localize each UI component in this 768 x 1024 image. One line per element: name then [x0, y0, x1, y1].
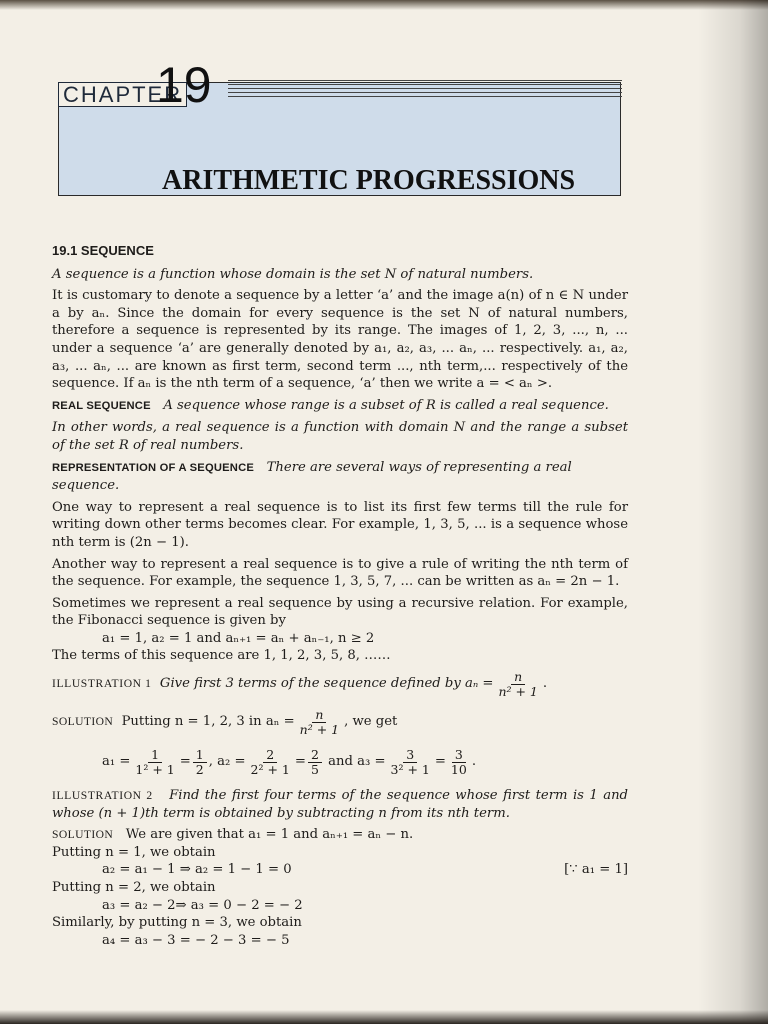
equation-a2 [52, 861, 628, 879]
fraction-denominator: n² + 1 [299, 721, 340, 737]
putting-n-2: Putting n = 2, we obtain [52, 880, 216, 896]
solution-text: We are given that a₁ = 1 and aₙ₊₁ = aₙ − n. [125, 827, 414, 843]
illustration-1-fraction [495, 670, 540, 699]
illustration-2-question [52, 787, 628, 822]
equals-sign: = [434, 754, 446, 770]
representation-line [52, 459, 628, 495]
fraction-numerator: 2 [263, 748, 277, 763]
fraction-numerator: 2 [308, 748, 322, 763]
because-note: [∵ a₁ = 1] [564, 862, 628, 878]
fraction-denominator: 1² + 1 [135, 761, 175, 777]
illustration-2-label: ILLUSTRATION 2 [52, 789, 153, 803]
sequence-paragraph: It is customary to denote a sequence by a letter ‘a’ and the image a(n) of n ∈ N under a by aₙ. Since the domain for every sequence is the set N of natural numbers, therefore a sequence is represented by its range. The images of 1, 2, 3, ..., n, ... under a sequence ‘a’ are generally denoted by a₁, a₂, a₃, ... aₙ, ... respectively. a₁, a₂, a₃, ... aₙ, ... are known as first term, second term ..., nth term,... respectively of the sequence. If aₙ is the nth term of a sequence, ‘a’ then we write a = < aₙ >. [52, 288, 628, 392]
sequence-definition: A sequence is a function whose domain is the set N of natural numbers. [52, 266, 534, 282]
fraction-numerator: n [511, 670, 525, 685]
solution-text-end: , we get [344, 714, 398, 730]
term-a1-label: a₁ = [102, 754, 131, 770]
term-a3-value [448, 748, 470, 777]
term-a3-fraction [388, 748, 433, 777]
and-word: and [328, 754, 353, 770]
term-a3-label: a₃ = [357, 754, 386, 770]
term-a2-value [308, 748, 322, 777]
punctuation: . [471, 754, 477, 770]
equals-sign: = [294, 754, 306, 770]
solution-fraction [297, 708, 342, 737]
putting-n-3: Similarly, by putting n = 3, we obtain [52, 915, 302, 931]
fraction-denominator: 2² + 1 [250, 761, 290, 777]
chapter-label: CHAPTER [58, 82, 187, 107]
equation-a2-text: a₂ = a₁ − 1 ⇒ a₂ = 1 − 1 = 0 [102, 862, 292, 878]
illustration-1-label: ILLUSTRATION 1 [52, 677, 152, 691]
fraction-numerator: 3 [452, 748, 466, 763]
fraction-denominator: n² + 1 [498, 683, 538, 699]
book-spine-shadow [698, 0, 768, 1024]
representation-heading: REPRESENTATION OF A SEQUENCE [52, 461, 255, 474]
term-a2-label: a₂ = [217, 754, 246, 770]
real-sequence-line [52, 397, 628, 416]
section-heading: 19.1 SEQUENCE [52, 243, 154, 258]
representation-way-3: Sometimes we represent a real sequence by using a recursive relation. For example, the Fibonacci sequence is given by [52, 595, 628, 629]
fraction-numerator: 3 [403, 748, 417, 763]
equation-a3: a₃ = a₂ − 2⇒ a₃ = 0 − 2 = − 2 [102, 897, 303, 913]
real-sequence-definition: A sequence whose range is a subset of R is called a real sequence. [163, 397, 609, 413]
page-top-edge [0, 0, 768, 10]
fibonacci-relation: a₁ = 1, a₂ = 1 and aₙ₊₁ = aₙ + aₙ₋₁, n ≥ 2 [102, 630, 375, 646]
fraction-numerator: 1 [193, 748, 207, 763]
chapter-number: 19 [156, 57, 212, 113]
solution-label: SOLUTION [52, 715, 114, 729]
real-sequence-heading: REAL SEQUENCE [52, 399, 151, 412]
equals-sign: = [179, 754, 191, 770]
fraction-denominator: 5 [310, 761, 319, 777]
representation-definition: There are several ways of representing a real sequence. [52, 459, 572, 494]
illustration-2-text: Find the first four terms of the sequence whose first term is 1 and whose (n + 1)th term is obtained by subtracting n from its nth term. [52, 788, 629, 821]
illustration-1-solution [52, 703, 628, 741]
page-content [52, 242, 628, 949]
putting-n-1: Putting n = 1, we obtain [52, 844, 216, 860]
separator: , [208, 754, 213, 770]
illustration-2-solution [52, 826, 628, 844]
real-sequence-other-words: In other words, a real sequence is a function with domain N and the range a subset of the set R of real numbers. [52, 420, 628, 453]
page-bottom-edge [0, 1010, 768, 1024]
solution-text: Putting n = 1, 2, 3 in aₙ = [121, 714, 295, 730]
illustration-1-question [52, 665, 628, 703]
term-a1-fraction [132, 748, 177, 777]
equation-a4: a₄ = a₃ − 3 = − 2 − 3 = − 5 [102, 932, 290, 948]
solution-label: SOLUTION [52, 828, 114, 842]
illustration-1-results [52, 741, 628, 783]
illustration-1-text: Give first 3 terms of the sequence defined by aₙ = [159, 676, 494, 692]
chapter-header-rules [228, 80, 622, 100]
fraction-numerator: n [312, 708, 326, 723]
chapter-title: ARITHMETIC PROGRESSIONS [162, 165, 576, 196]
fraction-denominator: 10 [450, 761, 467, 777]
term-a2-fraction [248, 748, 293, 777]
punctuation: . [542, 676, 548, 692]
term-a1-value [193, 748, 207, 777]
fraction-numerator: 1 [148, 748, 162, 763]
representation-way-1: One way to represent a real sequence is to list its first few terms till the rule for writing down other terms becomes clear. For example, 1, 3, 5, ... is a sequence whose nth term is (2n − 1). [52, 499, 628, 550]
fraction-denominator: 2 [195, 761, 204, 777]
representation-way-2: Another way to represent a real sequence is to give a rule of writing the nth term of the sequence. For example, the sequence 1, 3, 5, 7, ... can be written as aₙ = 2n − 1. [52, 556, 628, 590]
fibonacci-terms: The terms of this sequence are 1, 1, 2, 3, 5, 8, …… [52, 648, 391, 664]
fraction-denominator: 3² + 1 [390, 761, 430, 777]
